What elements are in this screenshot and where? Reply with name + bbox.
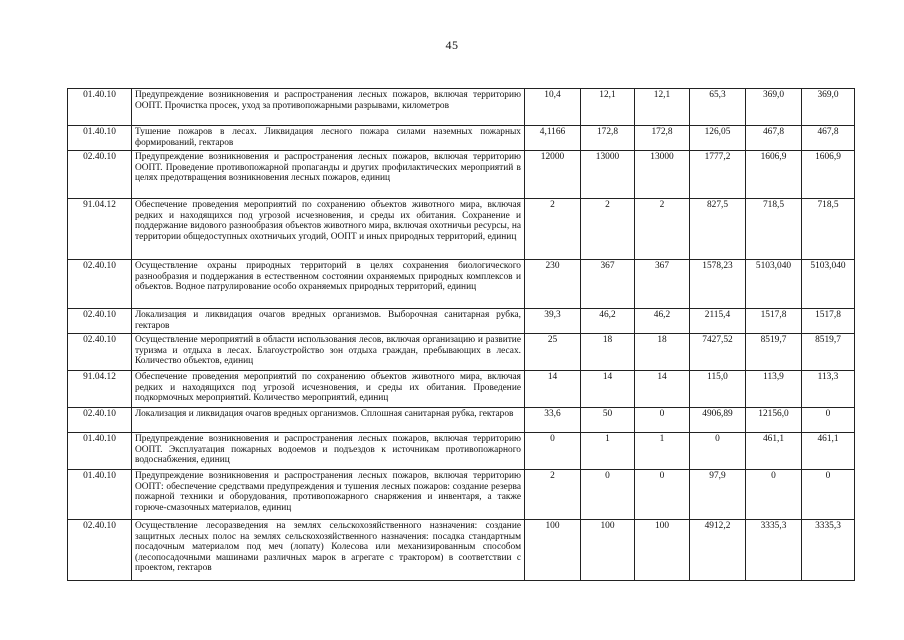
value-cell-1: 25 <box>525 334 581 371</box>
value-cell-2: 12,1 <box>581 89 635 126</box>
value-cell-6: 113,3 <box>802 371 855 408</box>
row-description: Обеспечение проведения мероприятий по сохранению объектов животного мира, включая редких и находящихся под угрозой исчезновения, и среды их обитания. Сохранение и поддержание видового разнообразия объектов животного мира, включая охотничьи ресурсы, на территории общедоступных охотничьих угодий, ООПТ и иных природных территорий, единиц <box>132 199 525 260</box>
row-code: 02.40.10 <box>68 151 132 199</box>
page-number: 45 <box>445 38 459 52</box>
row-code: 02.40.10 <box>68 408 132 433</box>
value-cell-5: 12156,0 <box>746 408 802 433</box>
value-cell-1: 12000 <box>525 151 581 199</box>
value-cell-6: 0 <box>802 470 855 520</box>
table-row <box>68 433 855 470</box>
row-code: 91.04.12 <box>68 371 132 408</box>
value-cell-1: 10,4 <box>525 89 581 126</box>
row-description: Тушение пожаров в лесах. Ликвидация лесного пожара силами наземных пожарных формирований, гектаров <box>132 126 525 151</box>
value-cell-2: 13000 <box>581 151 635 199</box>
value-cell-3: 0 <box>635 408 690 433</box>
row-code: 02.40.10 <box>68 309 132 334</box>
table-row <box>68 408 855 433</box>
value-cell-2: 0 <box>581 470 635 520</box>
row-code: 01.40.10 <box>68 470 132 520</box>
value-cell-6: 461,1 <box>802 433 855 470</box>
value-cell-2: 367 <box>581 260 635 309</box>
value-cell-1: 14 <box>525 371 581 408</box>
table-body <box>68 89 855 581</box>
value-cell-5: 5103,040 <box>746 260 802 309</box>
row-code: 02.40.10 <box>68 260 132 309</box>
value-cell-6: 3335,3 <box>802 520 855 581</box>
value-cell-4: 4906,89 <box>690 408 746 433</box>
value-cell-2: 2 <box>581 199 635 260</box>
row-description: Локализация и ликвидация очагов вредных организмов. Сплошная санитарная рубка, гектаров <box>132 408 525 433</box>
value-cell-3: 0 <box>635 470 690 520</box>
row-code: 02.40.10 <box>68 334 132 371</box>
row-code: 91.04.12 <box>68 199 132 260</box>
value-cell-4: 2115,4 <box>690 309 746 334</box>
row-code: 01.40.10 <box>68 126 132 151</box>
value-cell-4: 1578,23 <box>690 260 746 309</box>
value-cell-5: 1517,8 <box>746 309 802 334</box>
value-cell-6: 0 <box>802 408 855 433</box>
value-cell-5: 0 <box>746 470 802 520</box>
table-row <box>68 371 855 408</box>
value-cell-1: 33,6 <box>525 408 581 433</box>
table-row <box>68 309 855 334</box>
table-row <box>68 334 855 371</box>
value-cell-5: 113,9 <box>746 371 802 408</box>
value-cell-1: 2 <box>525 199 581 260</box>
value-cell-5: 1606,9 <box>746 151 802 199</box>
value-cell-2: 50 <box>581 408 635 433</box>
value-cell-3: 13000 <box>635 151 690 199</box>
value-cell-6: 1517,8 <box>802 309 855 334</box>
table-row <box>68 520 855 581</box>
value-cell-3: 14 <box>635 371 690 408</box>
value-cell-6: 369,0 <box>802 89 855 126</box>
value-cell-1: 0 <box>525 433 581 470</box>
value-cell-3: 172,8 <box>635 126 690 151</box>
row-description: Осуществление мероприятий в области использования лесов, включая организацию и развитие туризма и отдыха в лесах. Благоустройство зон отдыха граждан, пребывающих в лесах. Количество объектов, единиц <box>132 334 525 371</box>
value-cell-2: 18 <box>581 334 635 371</box>
row-code: 02.40.10 <box>68 520 132 581</box>
value-cell-4: 115,0 <box>690 371 746 408</box>
value-cell-4: 7427,52 <box>690 334 746 371</box>
value-cell-4: 827,5 <box>690 199 746 260</box>
row-code: 01.40.10 <box>68 89 132 126</box>
value-cell-3: 46,2 <box>635 309 690 334</box>
table-row <box>68 89 855 126</box>
services-table <box>67 88 855 581</box>
value-cell-3: 1 <box>635 433 690 470</box>
value-cell-2: 1 <box>581 433 635 470</box>
value-cell-3: 18 <box>635 334 690 371</box>
value-cell-3: 2 <box>635 199 690 260</box>
table-row <box>68 470 855 520</box>
value-cell-2: 172,8 <box>581 126 635 151</box>
value-cell-6: 467,8 <box>802 126 855 151</box>
value-cell-4: 1777,2 <box>690 151 746 199</box>
value-cell-5: 461,1 <box>746 433 802 470</box>
value-cell-3: 367 <box>635 260 690 309</box>
row-description: Осуществление охраны природных территорий в целях сохранения биологического разнообразия и поддержания в естественном состоянии охраняемых природных комплексов и объектов. Водное патрулирование особо охраняемых природных территорий, единиц <box>132 260 525 309</box>
value-cell-6: 8519,7 <box>802 334 855 371</box>
value-cell-4: 4912,2 <box>690 520 746 581</box>
row-code: 01.40.10 <box>68 433 132 470</box>
row-description: Предупреждение возникновения и распространения лесных пожаров, включая территорию ООПТ. Эксплуатация пожарных водоемов и подъездов к источникам противопожарного водоснабжения, единиц <box>132 433 525 470</box>
table-row <box>68 151 855 199</box>
row-description: Осуществление лесоразведения на землях сельскохозяйственного назначения: создание защитных лесных полос на землях сельскохозяйственного назначения: посадка стандартным посадочным материалом под меч (лопату) Колесова или механизированным способом (лесопосадочными машинами различных марок в агрегате с трактором) в соответствии с проектом, гектаров <box>132 520 525 581</box>
value-cell-1: 2 <box>525 470 581 520</box>
value-cell-1: 100 <box>525 520 581 581</box>
row-description: Предупреждение возникновения и распространения лесных пожаров, включая территорию ООПТ. Проведение противопожарной пропаганды и других профилактических мероприятий в целях предотвращения возникновения лесных пожаров, единиц <box>132 151 525 199</box>
value-cell-1: 39,3 <box>525 309 581 334</box>
value-cell-4: 65,3 <box>690 89 746 126</box>
value-cell-2: 14 <box>581 371 635 408</box>
row-description: Обеспечение проведения мероприятий по сохранению объектов животного мира, включая редких и находящихся под угрозой исчезновения, и среды их обитания. Проведение подкормочных мероприятий. Количество мероприятий, единиц <box>132 371 525 408</box>
value-cell-1: 230 <box>525 260 581 309</box>
value-cell-1: 4,1166 <box>525 126 581 151</box>
value-cell-4: 126,05 <box>690 126 746 151</box>
value-cell-4: 97,9 <box>690 470 746 520</box>
value-cell-5: 8519,7 <box>746 334 802 371</box>
table-row <box>68 199 855 260</box>
value-cell-4: 0 <box>690 433 746 470</box>
row-description: Локализация и ликвидация очагов вредных организмов. Выборочная санитарная рубка, гектаров <box>132 309 525 334</box>
value-cell-5: 718,5 <box>746 199 802 260</box>
row-description: Предупреждение возникновения и распространения лесных пожаров, включая территорию ООПТ. Прочистка просек, уход за противопожарными разрывами, километров <box>132 89 525 126</box>
value-cell-2: 46,2 <box>581 309 635 334</box>
value-cell-6: 718,5 <box>802 199 855 260</box>
value-cell-2: 100 <box>581 520 635 581</box>
value-cell-6: 5103,040 <box>802 260 855 309</box>
value-cell-3: 12,1 <box>635 89 690 126</box>
value-cell-5: 3335,3 <box>746 520 802 581</box>
row-description: Предупреждение возникновения и распространения лесных пожаров, включая территорию ООПТ: обеспечение средствами предупреждения и тушения лесных пожаров: создание резерва пожарной техники и оборудования, противопожарного снаряжения и инвентаря, а также горюче-смазочных материалов, единиц <box>132 470 525 520</box>
table-row <box>68 260 855 309</box>
value-cell-5: 467,8 <box>746 126 802 151</box>
value-cell-6: 1606,9 <box>802 151 855 199</box>
value-cell-3: 100 <box>635 520 690 581</box>
value-cell-5: 369,0 <box>746 89 802 126</box>
table-row <box>68 126 855 151</box>
